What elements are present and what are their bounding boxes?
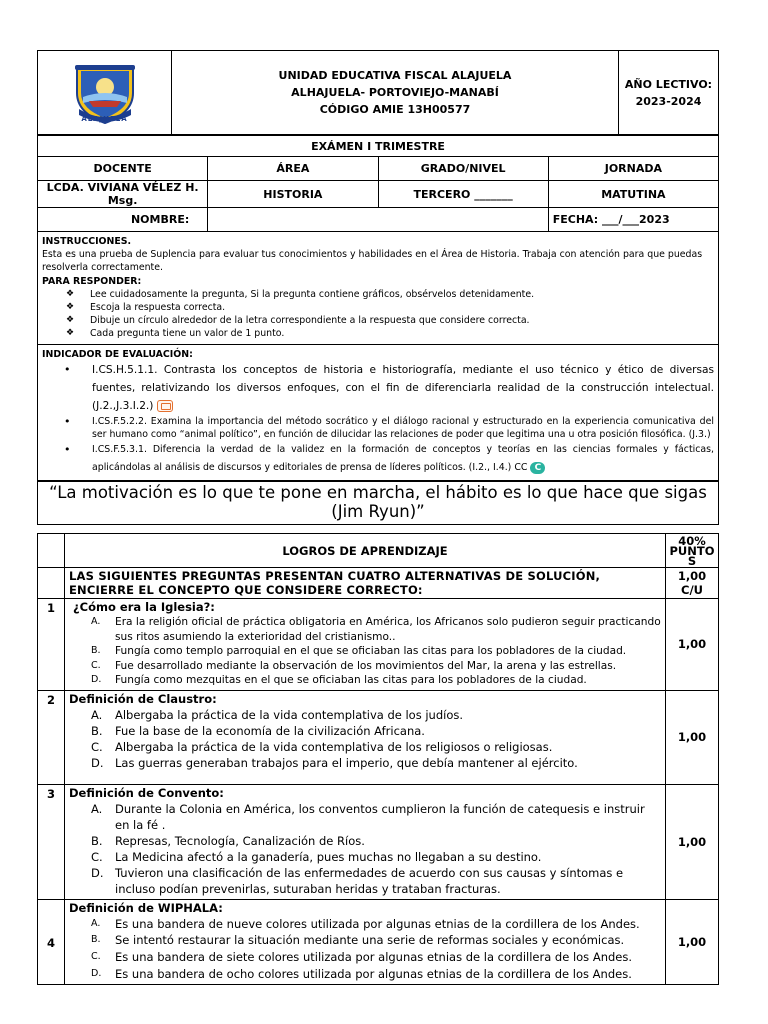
jornada-label: JORNADA (548, 157, 718, 181)
options-list (69, 801, 661, 897)
exam-title: EXÁMEN I TRIMESTRE (38, 136, 719, 157)
options-list (69, 916, 661, 982)
school-name: UNIDAD EDUCATIVA FISCAL ALAJUELA (278, 69, 512, 82)
points-header: 40% PUNTO S (666, 534, 719, 568)
option-b[interactable]: B. Fungía como templo parroquial en el que se oficiaban las citas para los pobladores de la ciudad. (91, 645, 627, 658)
option-c[interactable]: C. Albergaba la práctica de la vida contemplativa de los religiosos o religiosas. (91, 739, 553, 754)
logo-text: ALAJUELA (81, 114, 128, 123)
option-c[interactable]: C. La Medicina afectó a la ganadería, pues muchas no llegaban a su destino. (91, 849, 542, 864)
fecha-field[interactable]: FECHA: ___/___2023 (548, 208, 718, 232)
question-number: 3 (38, 784, 65, 899)
options-list (69, 707, 661, 771)
option-a[interactable]: A. Es una bandera de nueve colores utilizada por algunas etnias de la cordillera de los Andes. (91, 916, 640, 931)
school-info (172, 51, 619, 135)
indicator-block (38, 344, 719, 481)
nombre-label: NOMBRE: (38, 208, 208, 232)
instructions-title: INSTRUCCIONES. (42, 236, 132, 247)
c-badge-icon: C (530, 462, 545, 474)
area-label: ÁREA (208, 157, 378, 181)
question-title: Definición de Convento: (69, 785, 224, 800)
grado-label: GRADO/NIVEL (378, 157, 548, 181)
indicator-text: I.CS.F.5.2.2. Examina la importancia del método socrático y el diálogo racional y estructurado en la experiencia comunicativa del ser humano como “animal político”, en función de dilucidar las relaciones de poder que legitima una u otra posición filosófica. (J.3.) (92, 415, 714, 441)
instruction-item: ❖ Escoja la respuesta correcta. (66, 301, 714, 314)
year-label: AÑO LECTIVO: (624, 77, 713, 91)
question-2 (65, 690, 666, 784)
question-4 (65, 899, 666, 984)
school-location: ALHAJUELA- PORTOVIEJO-MANABÍ (291, 86, 499, 99)
options-list (69, 615, 661, 688)
question-number: 4 (38, 899, 65, 984)
nombre-field[interactable] (208, 208, 549, 232)
num-header (38, 534, 65, 568)
indicator-text: I.CS.H.5.1.1. Contrasta los conceptos de historia e historiografía, mediante el uso técnico y ético de diversas fuentes, relativizando los diversos enfoques, con el fin de diferenciarla realidad de la construcción intelectual. (J.2.,J.3.I.2.) (92, 363, 714, 412)
option-a[interactable]: A. Durante la Colonia en América, los conventos cumplieron la función de catequesis e instruir en la fé . (91, 801, 645, 832)
option-d[interactable]: D. Tuvieron una clasificación de las enfermedades de acuerdo con sus causas y síntomas e incluso podían prevenirlas, suturaban heridas y trataban fracturas. (91, 865, 624, 896)
indicator-item (64, 361, 714, 415)
question-number: 1 (38, 599, 65, 691)
indicator-title: INDICADOR DE EVALUACIÓN: (42, 348, 193, 360)
option-d[interactable]: D. Las guerras generaban trabajos para el imperio, que debía mantener al ejército. (91, 755, 578, 770)
school-year (619, 51, 719, 135)
question-points: 1,00 (666, 899, 719, 984)
computer-icon (157, 400, 173, 412)
docente-label: DOCENTE (38, 157, 208, 181)
question-title: Definición de WIPHALA: (69, 900, 223, 915)
option-a[interactable]: A. Albergaba la práctica de la vida contemplativa de los judíos. (91, 707, 464, 722)
motivational-quote: “La motivación es lo que te pone en marcha, el hábito es lo que hace que sigas (Jim Ryun)” (37, 481, 719, 525)
exam-page (37, 50, 719, 985)
question-points: 1,00 (666, 784, 719, 899)
option-c[interactable]: C. Fue desarrollado mediante la observación de los movimientos del Mar, la arena y las estrellas. (91, 659, 617, 672)
question-points: 1,00 (666, 690, 719, 784)
indicator-list (42, 361, 714, 477)
exam-info-table (37, 135, 719, 481)
question-3 (65, 784, 666, 899)
indicator-item (64, 441, 714, 477)
question-points: 1,00 (666, 599, 719, 691)
instruction-item: ❖ Lee cuidadosamente la pregunta, Si la pregunta contiene gráficos, obsérvelos detenidamente. (66, 288, 714, 301)
option-a[interactable]: A. Era la religión oficial de práctica obligatoria en América, los Africanos solo pudieron seguir practicando sus ritos asumiendo la exterioridad del cristianismo.. (91, 616, 661, 643)
option-b[interactable]: B. Represas, Tecnología, Canalización de Ríos. (91, 833, 365, 848)
instructions-text: Esta es una prueba de Suplencia para evaluar tus conocimientos y habilidades en el Área de Historia. Trabaja con atención para que puedas resolverla correctamente. (42, 249, 703, 274)
area-value: HISTORIA (208, 181, 378, 208)
questions-table (37, 533, 719, 985)
directive-text: LAS SIGUIENTES PREGUNTAS PRESENTAN CUATRO ALTERNATIVAS DE SOLUCIÓN, ENCIERRE EL CONCEPTO QUE CONSIDERE CORRECTO: (65, 568, 666, 599)
question-number: 2 (38, 690, 65, 784)
jornada-value: MATUTINA (548, 181, 718, 208)
option-c[interactable]: C. Es una bandera de siete colores utilizada por algunas etnias de la cordillera de los Andes. (91, 949, 633, 964)
option-d[interactable]: D. Fungía como mezquitas en el que se oficiaban las citas para los pobladores de la ciudad. (91, 674, 587, 687)
school-code: CÓDIGO AMIE 13H00577 (319, 103, 471, 116)
indicator-item (64, 415, 714, 441)
option-b[interactable]: B. Fue la base de la economía de la civilización Africana. (91, 723, 425, 738)
logo-cell (38, 51, 172, 135)
header-table (37, 50, 719, 135)
points-per-question: 1,00 C/U (666, 568, 719, 599)
instruction-item: ❖ Cada pregunta tiene un valor de 1 punto. (66, 327, 714, 340)
instruction-item: ❖ Dibuje un círculo alrededor de la letra correspondiente a la respuesta que considere correcta. (66, 314, 714, 327)
num-blank (38, 568, 65, 599)
question-1 (65, 599, 666, 691)
grado-value[interactable]: TERCERO _______ (378, 181, 548, 208)
question-title: ¿Cómo era la Iglesia?: (73, 600, 215, 615)
docente-value: LCDA. VIVIANA VÉLEZ H. Msg. (38, 181, 208, 208)
question-title: Definición de Claustro: (69, 691, 217, 706)
instructions-list (42, 288, 714, 341)
option-d[interactable]: D. Es una bandera de ocho colores utilizada por algunas etnias de la cordillera de los Andes. (91, 966, 632, 981)
option-b[interactable]: B. Se intentó restaurar la situación mediante una serie de reformas sociales y económicas. (91, 933, 625, 948)
indicator-text: I.CS.F.5.3.1. Diferencia la verdad de la validez en la formación de conceptos y teorías en las ciencias formales y fácticas, aplicándolas al análisis de discursos y editoriales de prensa de líderes políticos. (I.2., I.4.) CC (92, 444, 714, 474)
responder-title: PARA RESPONDER: (42, 275, 142, 287)
instructions-block (38, 232, 719, 345)
year-value: 2023-2024 (635, 94, 702, 108)
logros-header: LOGROS DE APRENDIZAJE (65, 534, 666, 568)
